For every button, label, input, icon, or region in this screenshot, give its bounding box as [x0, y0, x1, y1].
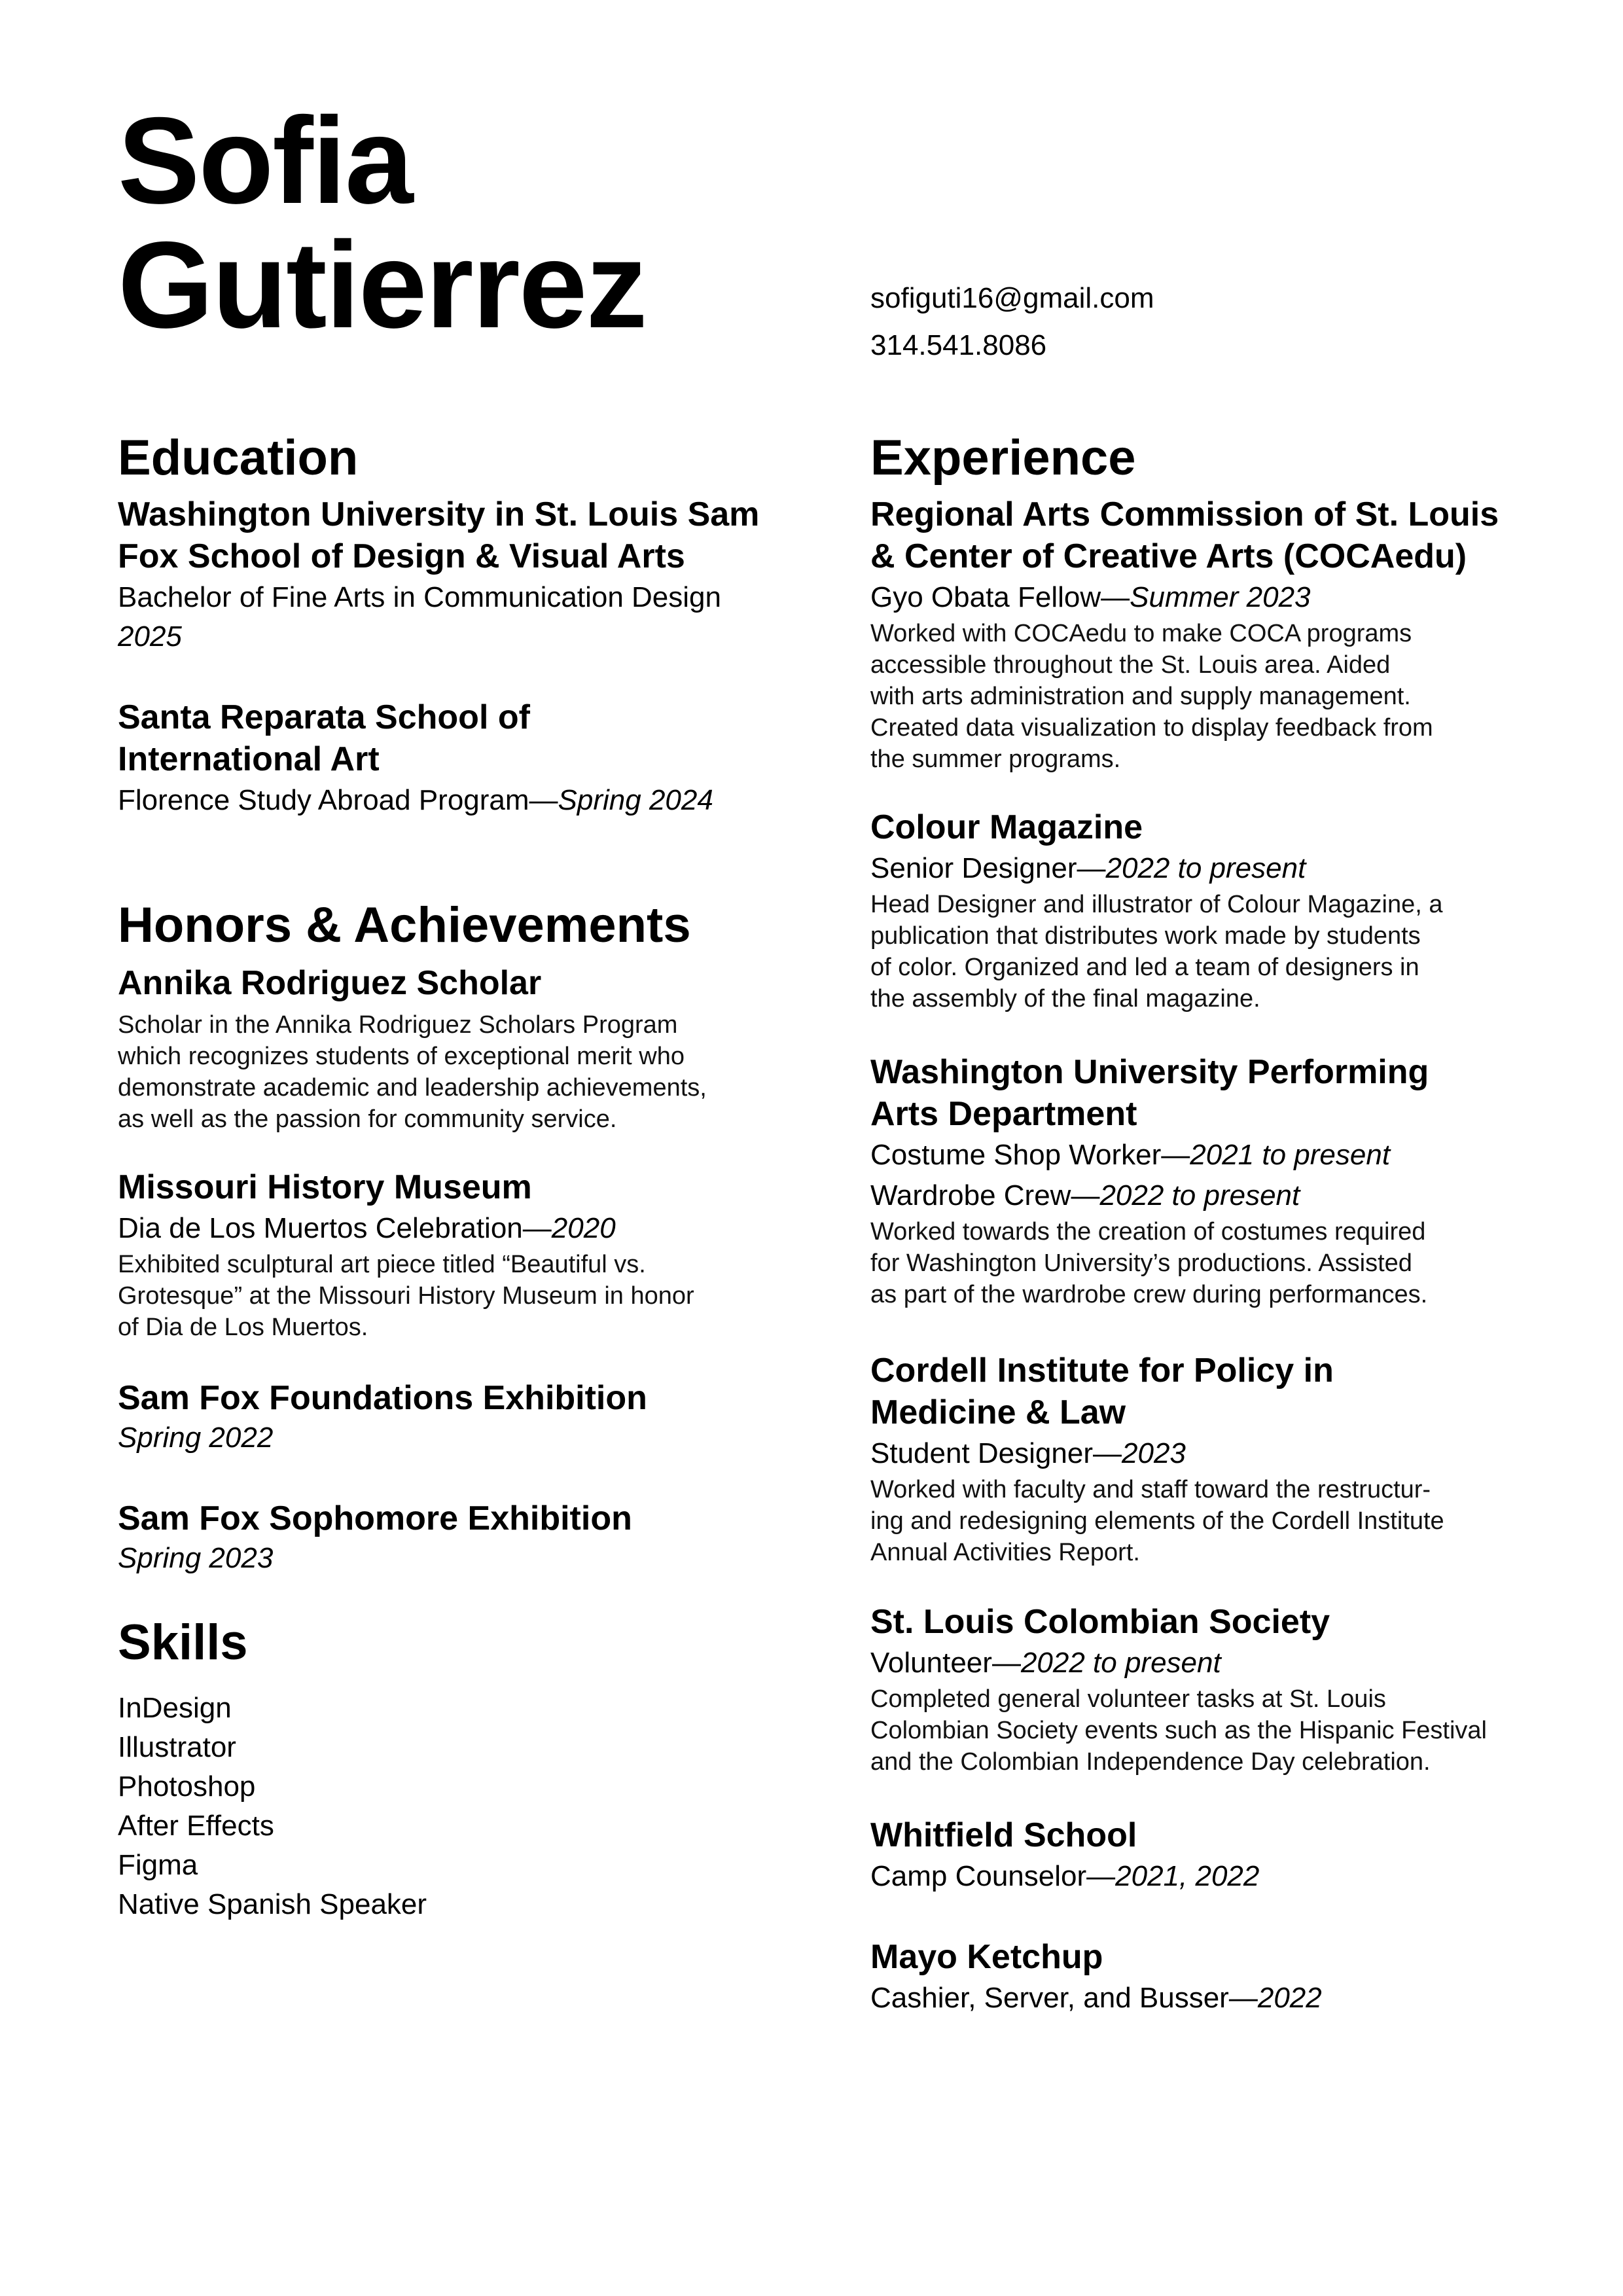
honor-role — [118, 1208, 825, 1249]
skill-item: Photoshop — [118, 1770, 256, 1803]
experience-item — [870, 1051, 1544, 1310]
honor-item — [118, 1498, 825, 1577]
experience-role — [870, 1135, 1544, 1175]
honor-item — [118, 962, 825, 1135]
experience-role-secondary — [870, 1175, 1544, 1216]
desc-line: accessible throughout the St. Louis area. Aided — [870, 651, 1391, 679]
education-title-line: Washington University in St. Louis Sam — [118, 495, 760, 533]
role-date: 2021, 2022 — [1115, 1860, 1260, 1892]
honor-title: Missouri History Museum — [118, 1168, 532, 1206]
first-name: Sofia — [118, 92, 412, 229]
skill-item: InDesign — [118, 1692, 232, 1724]
experience-description — [870, 1216, 1544, 1310]
role-text: Volunteer — [870, 1647, 992, 1679]
right-column — [870, 425, 1544, 2018]
experience-item — [870, 806, 1544, 1014]
experience-description — [870, 618, 1544, 775]
honor-description — [118, 1249, 825, 1343]
role-text: Camp Counselor — [870, 1860, 1087, 1892]
experience-role — [870, 1978, 1544, 2018]
skill-item: After Effects — [118, 1810, 274, 1842]
role-text: Student Designer — [870, 1437, 1093, 1469]
dash-separator: — — [529, 784, 558, 816]
skill-item: Native Spanish Speaker — [118, 1888, 427, 1920]
desc-line: with arts administration and supply management. — [870, 683, 1411, 710]
honor-date: Spring 2023 — [118, 1542, 274, 1574]
desc-line: the assembly of the final magazine. — [870, 985, 1260, 1013]
experience-item — [870, 1814, 1544, 1897]
desc-line: Completed general volunteer tasks at St. Louis — [870, 1685, 1386, 1713]
role-date: 2023 — [1122, 1437, 1186, 1469]
dash-separator: — — [1101, 581, 1130, 613]
desc-line: and the Colombian Independence Day celebration. — [870, 1748, 1431, 1776]
skill-item: Illustrator — [118, 1731, 236, 1763]
experience-description — [870, 1474, 1544, 1568]
desc-line: ing and redesigning elements of the Cordell Institute — [870, 1507, 1444, 1535]
education-degree: Bachelor of Fine Arts in Communication Design — [118, 581, 721, 613]
desc-line: for Washington University’s productions. Assisted — [870, 1249, 1412, 1277]
honor-date: Spring 2022 — [118, 1422, 274, 1454]
desc-line: as well as the passion for community service. — [118, 1105, 617, 1133]
desc-line: Head Designer and illustrator of Colour Magazine, a — [870, 891, 1443, 918]
role-text: Costume Shop Worker — [870, 1139, 1162, 1171]
experience-title-line: St. Louis Colombian Society — [870, 1603, 1330, 1641]
dash-separator: — — [1077, 852, 1106, 884]
experience-role — [870, 1433, 1544, 1474]
experience-role — [870, 577, 1544, 618]
desc-line: Scholar in the Annika Rodriguez Scholars Program — [118, 1011, 678, 1039]
role-date: 2021 to present — [1190, 1139, 1391, 1171]
desc-line: demonstrate academic and leadership achievements, — [118, 1074, 707, 1102]
experience-title-line: Medicine & Law — [870, 1393, 1126, 1431]
experience-item — [870, 1350, 1544, 1568]
education-title-line: Fox School of Design & Visual Arts — [118, 537, 685, 575]
desc-line: the summer programs. — [870, 745, 1121, 773]
dash-separator: — — [522, 1212, 552, 1244]
desc-line: Worked with faculty and staff toward the restructur- — [870, 1476, 1431, 1503]
role-text: Dia de Los Muertos Celebration — [118, 1212, 523, 1244]
desc-line: Annual Activities Report. — [870, 1539, 1140, 1566]
contact-info — [870, 275, 1154, 369]
desc-line: Exhibited sculptural art piece titled “Beautiful vs. — [118, 1251, 646, 1278]
education-item — [118, 696, 825, 821]
left-column — [118, 425, 825, 1924]
experience-item — [870, 493, 1544, 775]
last-name: Gutierrez — [118, 216, 647, 353]
desc-line: Colombian Society events such as the Hispanic Festival — [870, 1717, 1488, 1744]
dash-separator: — — [1071, 1179, 1100, 1211]
desc-line: Grotesque” at the Missouri History Museum in honor — [118, 1282, 694, 1310]
email-text: sofiguti16@gmail.com — [870, 282, 1154, 314]
desc-line: Worked towards the creation of costumes required — [870, 1218, 1426, 1246]
experience-title-line: Washington University Performing — [870, 1053, 1429, 1091]
experience-title-line: Cordell Institute for Policy in — [870, 1352, 1334, 1390]
skills-list — [118, 1689, 825, 1924]
education-item — [118, 493, 825, 656]
desc-line: of color. Organized and led a team of designers in — [870, 954, 1419, 981]
experience-description — [870, 1683, 1544, 1778]
honor-title: Sam Fox Foundations Exhibition — [118, 1379, 647, 1417]
skills-heading: Skills — [118, 1615, 248, 1670]
skill-item: Figma — [118, 1849, 198, 1881]
experience-item — [870, 1936, 1544, 2018]
honor-title: Annika Rodriguez Scholar — [118, 964, 542, 1002]
role-text: Cashier, Server, and Busser — [870, 1982, 1229, 2014]
role-date: Summer 2023 — [1130, 581, 1311, 613]
experience-item — [870, 1601, 1544, 1778]
phone-text: 314.541.8086 — [870, 329, 1047, 361]
experience-title-line: Mayo Ketchup — [870, 1938, 1103, 1976]
resume-name — [118, 92, 647, 353]
desc-line: Worked with COCAedu to make COCA programs — [870, 620, 1412, 647]
honor-item — [118, 1166, 825, 1343]
dash-separator: — — [1086, 1860, 1116, 1892]
desc-line: Created data visualization to display feedback from — [870, 714, 1433, 742]
role-text: Senior Designer — [870, 852, 1077, 884]
experience-role — [870, 1856, 1544, 1897]
experience-role — [870, 848, 1544, 889]
education-title-line: Santa Reparata School of — [118, 698, 530, 736]
dash-separator: — — [1093, 1437, 1122, 1469]
honors-heading: Honors & Achievements — [118, 897, 691, 953]
role-date: 2020 — [551, 1212, 616, 1244]
education-date: 2025 — [118, 620, 182, 653]
experience-title-line: Colour Magazine — [870, 808, 1143, 846]
experience-heading: Experience — [870, 430, 1136, 486]
dash-separator: — — [1161, 1139, 1190, 1171]
experience-title-line: Arts Department — [870, 1095, 1137, 1133]
honor-title: Sam Fox Sophomore Exhibition — [118, 1499, 632, 1537]
role-date: 2022 to present — [1105, 852, 1306, 884]
role-date: 2022 to present — [1099, 1179, 1300, 1211]
education-title-line: International Art — [118, 740, 380, 778]
role-text: Gyo Obata Fellow — [870, 581, 1101, 613]
dash-separator: — — [991, 1647, 1021, 1679]
experience-title-line: Regional Arts Commission of St. Louis — [870, 495, 1499, 533]
education-program — [118, 780, 825, 821]
role-date: 2022 to present — [1020, 1647, 1221, 1679]
honor-item — [118, 1377, 825, 1457]
desc-line: which recognizes students of exceptional merit who — [118, 1043, 685, 1070]
desc-line: publication that distributes work made by students — [870, 922, 1421, 950]
experience-description — [870, 889, 1544, 1014]
experience-role — [870, 1643, 1544, 1683]
role-date: 2022 — [1257, 1982, 1322, 2014]
program-date: Spring 2024 — [558, 784, 713, 816]
honor-description — [118, 1009, 825, 1135]
experience-title-line: Whitfield School — [870, 1816, 1137, 1854]
desc-line: as part of the wardrobe crew during performances. — [870, 1281, 1428, 1308]
desc-line: of Dia de Los Muertos. — [118, 1314, 368, 1341]
dash-separator: — — [1228, 1982, 1258, 2014]
role-text: Wardrobe Crew — [870, 1179, 1071, 1211]
experience-title-line: & Center of Creative Arts (COCAedu) — [870, 537, 1467, 575]
program-text: Florence Study Abroad Program — [118, 784, 529, 816]
education-heading: Education — [118, 430, 359, 486]
